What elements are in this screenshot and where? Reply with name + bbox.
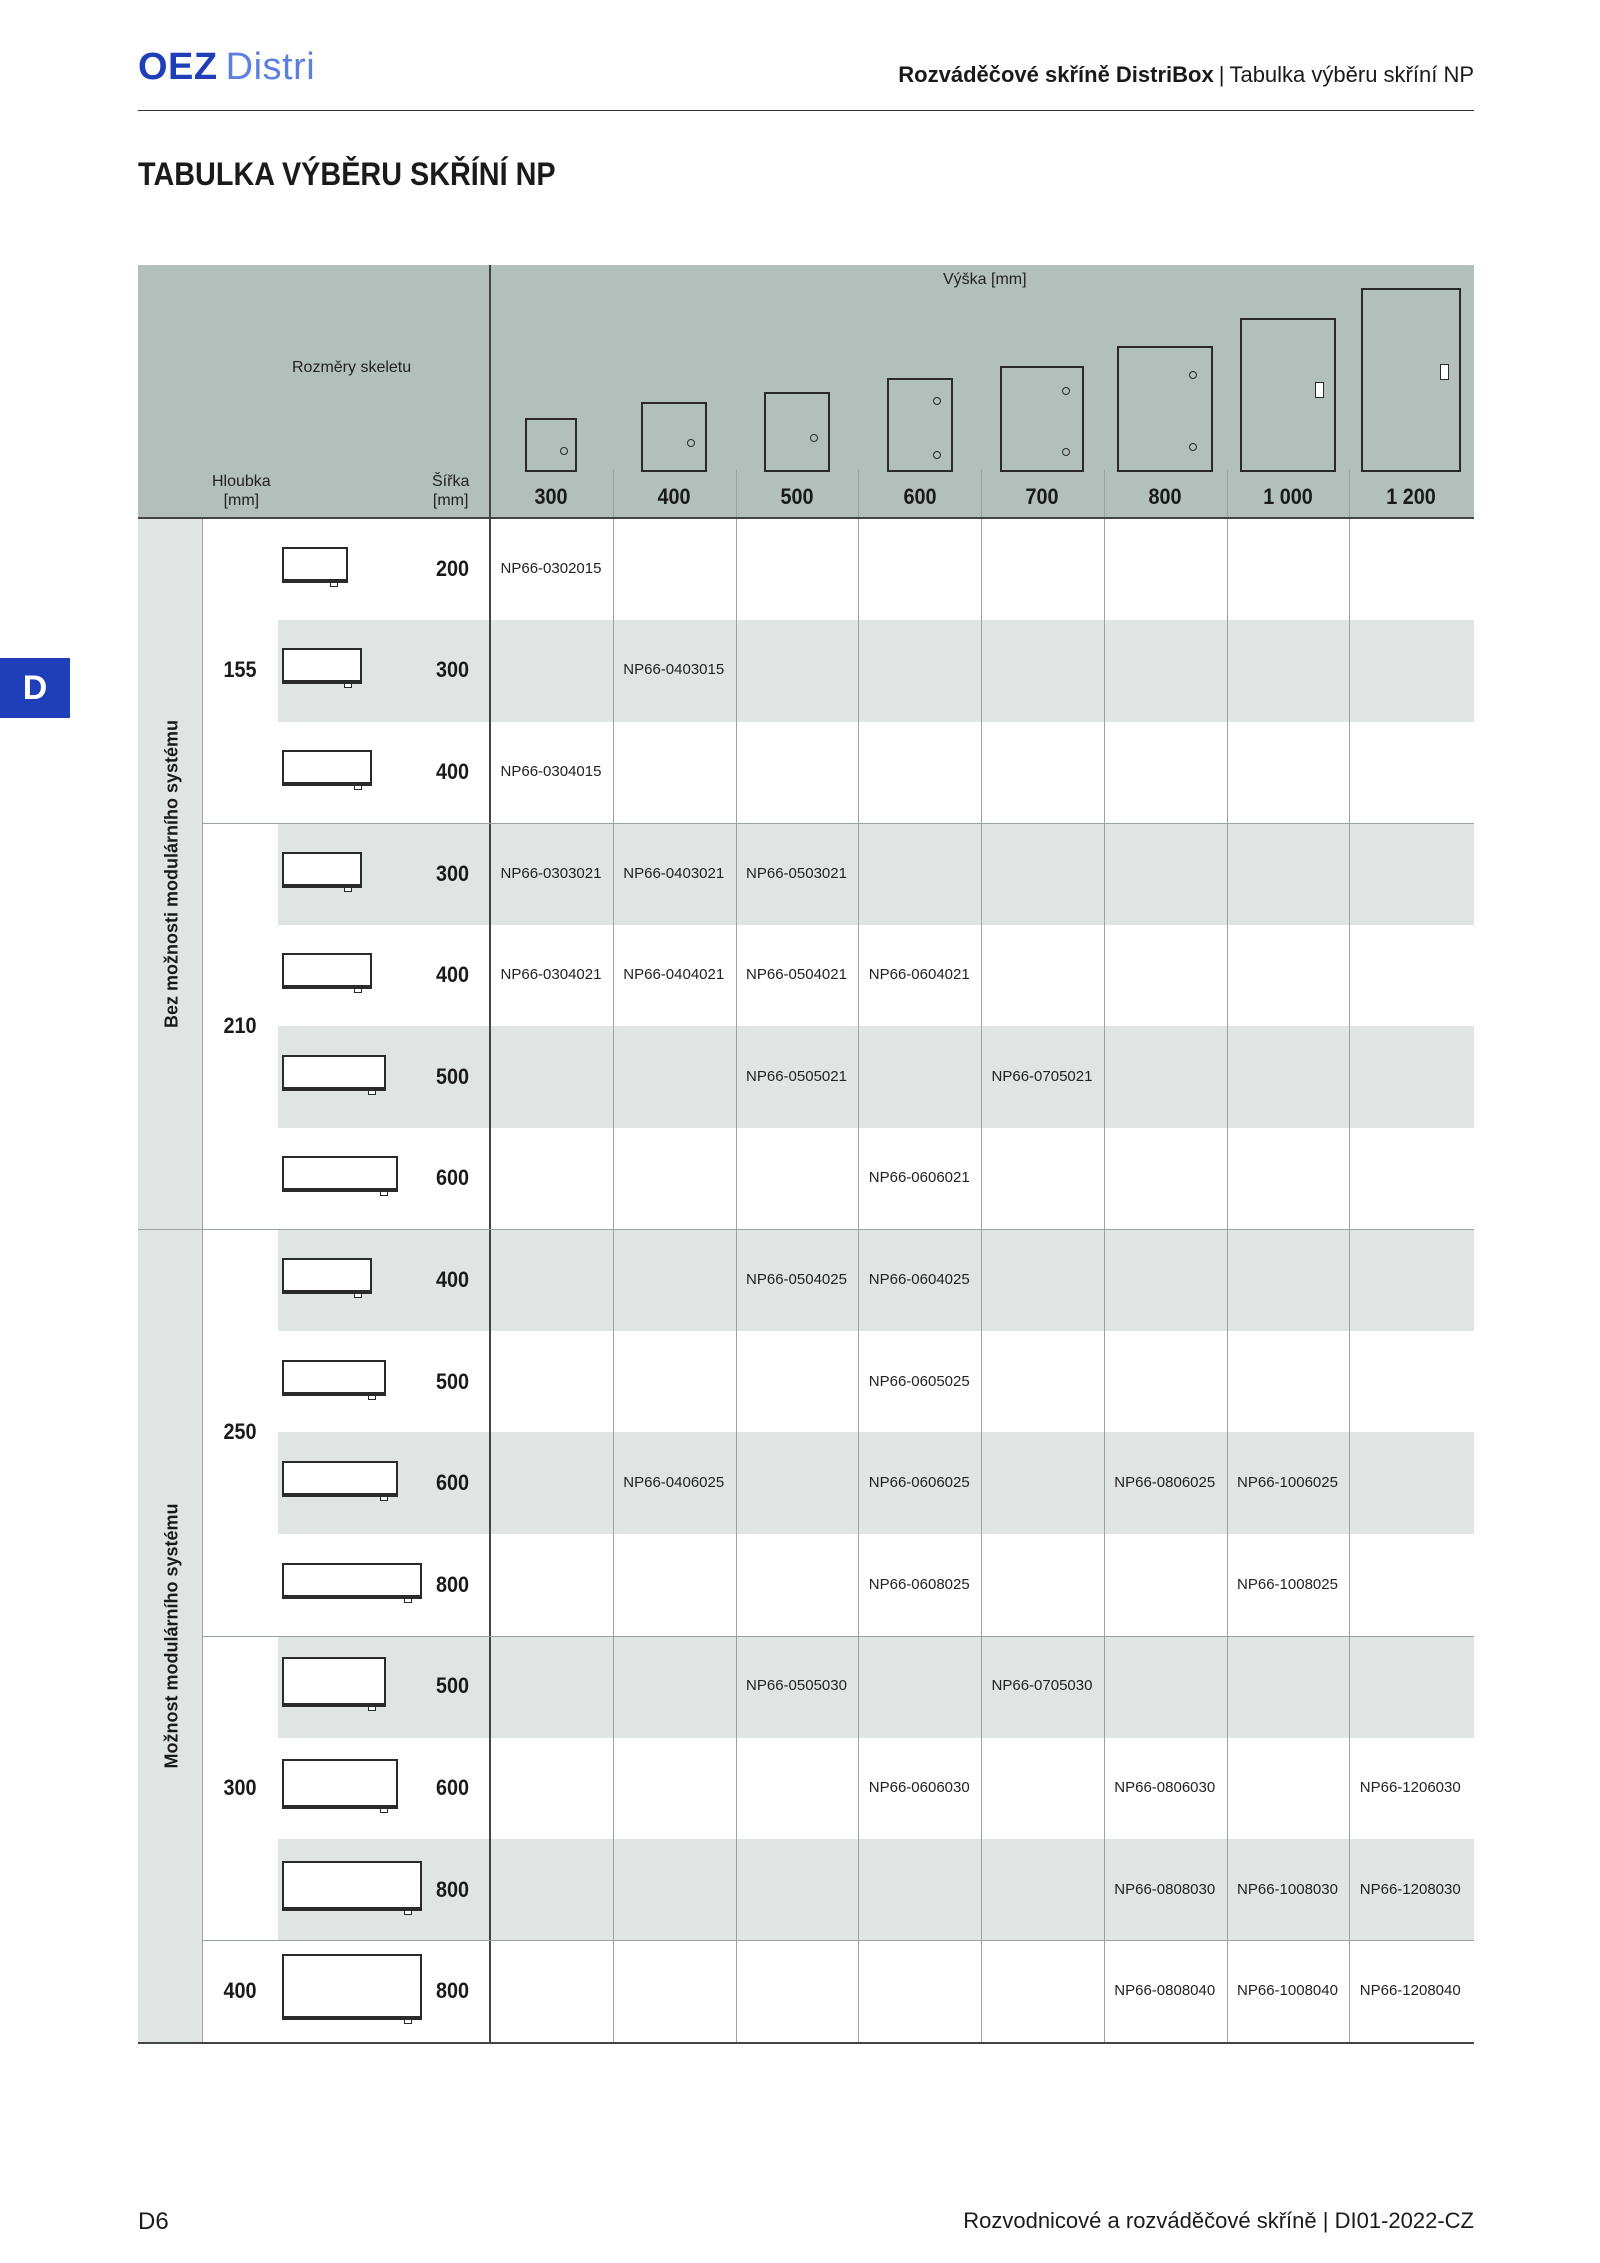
cabinet-top-view-icon [282, 1055, 386, 1091]
column-header-height: 400 [657, 484, 691, 509]
cabinet-top-view-icon [282, 1954, 422, 2020]
skeleton-label: Rozměry skeletu [292, 359, 412, 376]
category-label: Bez možnosti modulárního systému [161, 719, 182, 1028]
door-lock-icon [810, 434, 818, 442]
cabinet-top-view-icon [282, 750, 372, 786]
cabinet-hinge-icon [354, 785, 362, 790]
cabinet-hinge-icon [380, 1808, 388, 1813]
product-code: NP66-1006025 [1237, 1474, 1338, 1492]
width-value: 800 [435, 1876, 469, 1902]
cabinet-hinge-icon [344, 683, 352, 688]
product-code: NP66-0504025 [746, 1271, 847, 1288]
column-header-height: 700 [1025, 484, 1059, 509]
catalog-reference [963, 2208, 1474, 2234]
door-lock-icon [933, 451, 941, 459]
depth-value: 210 [223, 1013, 257, 1038]
width-value: 500 [435, 1673, 469, 1699]
table-bottom-line [138, 2042, 1474, 2044]
cabinet-top-view-icon [282, 1861, 422, 1911]
cabinet-hinge-icon [330, 582, 338, 587]
cabinet-front-icon [1117, 346, 1213, 472]
product-code: NP66-1008040 [1237, 1982, 1338, 2000]
door-lock-icon [560, 447, 568, 455]
cabinet-door-edge [282, 1595, 422, 1599]
cabinet-top-view-icon [282, 1563, 422, 1599]
product-code: NP66-0304015 [500, 763, 602, 780]
door-handle-icon [1440, 364, 1449, 380]
cabinet-hinge-icon [368, 1090, 376, 1095]
depth-value: 250 [223, 1419, 257, 1445]
width-value: 800 [435, 1571, 469, 1597]
product-code: NP66-0608025 [868, 1575, 970, 1593]
product-code: NP66-0705021 [991, 1067, 1093, 1085]
height-label: Výška [mm] [943, 271, 1027, 288]
cabinet-top-view-icon [282, 1759, 398, 1809]
cabinet-front-icon [641, 402, 707, 472]
group-line [138, 1229, 1474, 1230]
width-value: 600 [435, 1470, 469, 1496]
cabinet-front-icon [525, 418, 577, 472]
width-label-line: Šířka [432, 473, 470, 490]
product-code: NP66-1206030 [1359, 1779, 1461, 1796]
column-header-height: 500 [780, 484, 814, 509]
depth-value: 400 [223, 1978, 257, 2004]
product-code: NP66-0808040 [1114, 1982, 1216, 2000]
width-value: 500 [435, 1368, 469, 1394]
cabinet-top-view-icon [282, 1156, 398, 1192]
product-code: NP66-0606030 [868, 1779, 970, 1796]
product-code: NP66-0406025 [623, 1474, 725, 1492]
breadcrumb-separator: | [1218, 62, 1225, 87]
header-bottom-line [138, 517, 1474, 519]
product-code: NP66-0403021 [623, 864, 725, 882]
page-title: TABULKA VÝBĚRU SKŘÍNÍ NP [138, 156, 556, 192]
catalog-main: Rozvodnicové a rozváděčové skříně [963, 2208, 1317, 2233]
product-code: NP66-0806025 [1114, 1474, 1216, 1492]
product-code: NP66-0403015 [623, 661, 725, 679]
product-code: NP66-1208030 [1359, 1880, 1461, 1898]
width-value: 600 [435, 1775, 469, 1800]
cabinet-door-edge [282, 1907, 422, 1911]
brand-logo [138, 46, 315, 89]
width-label-line: [mm] [432, 492, 469, 510]
width-label [432, 472, 469, 510]
cabinet-front-icon [887, 378, 953, 472]
cabinet-hinge-icon [354, 988, 362, 993]
cabinet-hinge-icon [368, 1395, 376, 1400]
cabinet-top-view-icon [282, 1657, 386, 1707]
cabinet-front-icon [1361, 288, 1461, 472]
door-lock-icon [1062, 448, 1070, 456]
cabinet-hinge-icon [354, 1293, 362, 1298]
cabinet-top-view-icon [282, 648, 362, 684]
product-code: NP66-0604025 [868, 1271, 970, 1288]
depth-value: 155 [223, 657, 257, 683]
logo-light: Distri [225, 46, 316, 88]
cabinet-front-icon [1000, 366, 1084, 472]
group-line [202, 1636, 1474, 1637]
section-tab: D [0, 658, 70, 718]
column-header-height: 300 [534, 484, 568, 509]
catalog-separator: | [1322, 2208, 1329, 2233]
category-label: Možnost modulárního systému [161, 1503, 182, 1769]
column-line [981, 470, 982, 2042]
product-code: NP66-1008025 [1237, 1575, 1338, 1593]
product-code: NP66-0606025 [868, 1474, 970, 1492]
cabinet-hinge-icon [380, 1191, 388, 1196]
product-code: NP66-0806030 [1114, 1779, 1216, 1796]
product-code: NP66-0503021 [746, 864, 847, 882]
door-lock-icon [1189, 443, 1197, 451]
product-code: NP66-1008030 [1237, 1880, 1338, 1898]
group-line [202, 1940, 1474, 1941]
product-code: NP66-0808030 [1114, 1880, 1216, 1898]
width-value: 400 [435, 962, 469, 988]
column-line [613, 470, 614, 2042]
column-header-height: 800 [1148, 484, 1182, 509]
door-lock-icon [1189, 371, 1197, 379]
product-code: NP66-0404021 [623, 966, 725, 984]
cabinet-hinge-icon [404, 1910, 412, 1915]
breadcrumb [898, 62, 1474, 88]
product-code: NP66-0505030 [746, 1677, 847, 1695]
column-line [1227, 470, 1228, 2042]
width-value: 300 [435, 860, 469, 886]
product-code: NP66-0604021 [868, 966, 970, 984]
column-line [1349, 470, 1350, 2042]
product-code: NP66-1208040 [1359, 1982, 1461, 2000]
cabinet-hinge-icon [380, 1496, 388, 1501]
cabinet-hinge-icon [344, 887, 352, 892]
cabinet-top-view-icon [282, 953, 372, 989]
column-header-height: 1 000 [1263, 484, 1313, 509]
door-handle-icon [1315, 382, 1324, 398]
cabinet-door-edge [282, 579, 348, 583]
product-code: NP66-0504021 [746, 966, 847, 984]
cabinet-top-view-icon [282, 1360, 386, 1396]
page-number: D6 [138, 2208, 169, 2235]
width-value: 400 [435, 759, 469, 784]
product-code: NP66-0606021 [868, 1169, 970, 1187]
category-column-line [202, 518, 203, 2042]
depth-label [212, 472, 271, 510]
column-header-height: 1 200 [1385, 484, 1436, 509]
column-line [736, 470, 737, 2042]
product-code: NP66-0304021 [500, 966, 602, 984]
column-header-height: 600 [903, 484, 937, 509]
column-line [1104, 470, 1105, 2042]
depth-value: 300 [223, 1775, 257, 1800]
cabinet-door-edge [282, 2016, 422, 2020]
depth-label-line: [mm] [223, 492, 260, 510]
header-divider-vertical [489, 265, 491, 2042]
cabinet-top-view-icon [282, 547, 348, 583]
logo-bold: OEZ [138, 46, 218, 88]
cabinet-hinge-icon [404, 2019, 412, 2024]
width-value: 500 [435, 1063, 469, 1089]
cabinet-top-view-icon [282, 1258, 372, 1294]
group-line [202, 823, 1474, 824]
breadcrumb-sub: Tabulka výběru skříní NP [1229, 62, 1474, 87]
column-line [858, 470, 859, 2042]
cabinet-top-view-icon [282, 852, 362, 888]
width-value: 800 [435, 1978, 469, 2004]
width-value: 400 [435, 1267, 469, 1292]
cabinet-hinge-icon [404, 1598, 412, 1603]
product-code: NP66-0505021 [746, 1067, 847, 1085]
cabinet-top-view-icon [282, 1461, 398, 1497]
width-value: 300 [435, 657, 469, 683]
breadcrumb-main: Rozváděčové skříně DistriBox [898, 62, 1214, 87]
product-code: NP66-0303021 [500, 864, 602, 882]
product-code: NP66-0605025 [868, 1372, 970, 1390]
header-divider [138, 110, 1474, 111]
product-code: NP66-0302015 [500, 559, 602, 577]
cabinet-front-icon [764, 392, 830, 472]
catalog-code: DI01-2022-CZ [1334, 2208, 1474, 2233]
width-value: 600 [435, 1165, 469, 1191]
cabinet-front-icon [1240, 318, 1336, 472]
width-value: 200 [435, 555, 469, 581]
door-lock-icon [1062, 387, 1070, 395]
depth-label-line: Hloubka [212, 473, 271, 490]
door-lock-icon [687, 439, 695, 447]
cabinet-hinge-icon [368, 1706, 376, 1711]
product-code: NP66-0705030 [991, 1677, 1093, 1695]
door-lock-icon [933, 397, 941, 405]
